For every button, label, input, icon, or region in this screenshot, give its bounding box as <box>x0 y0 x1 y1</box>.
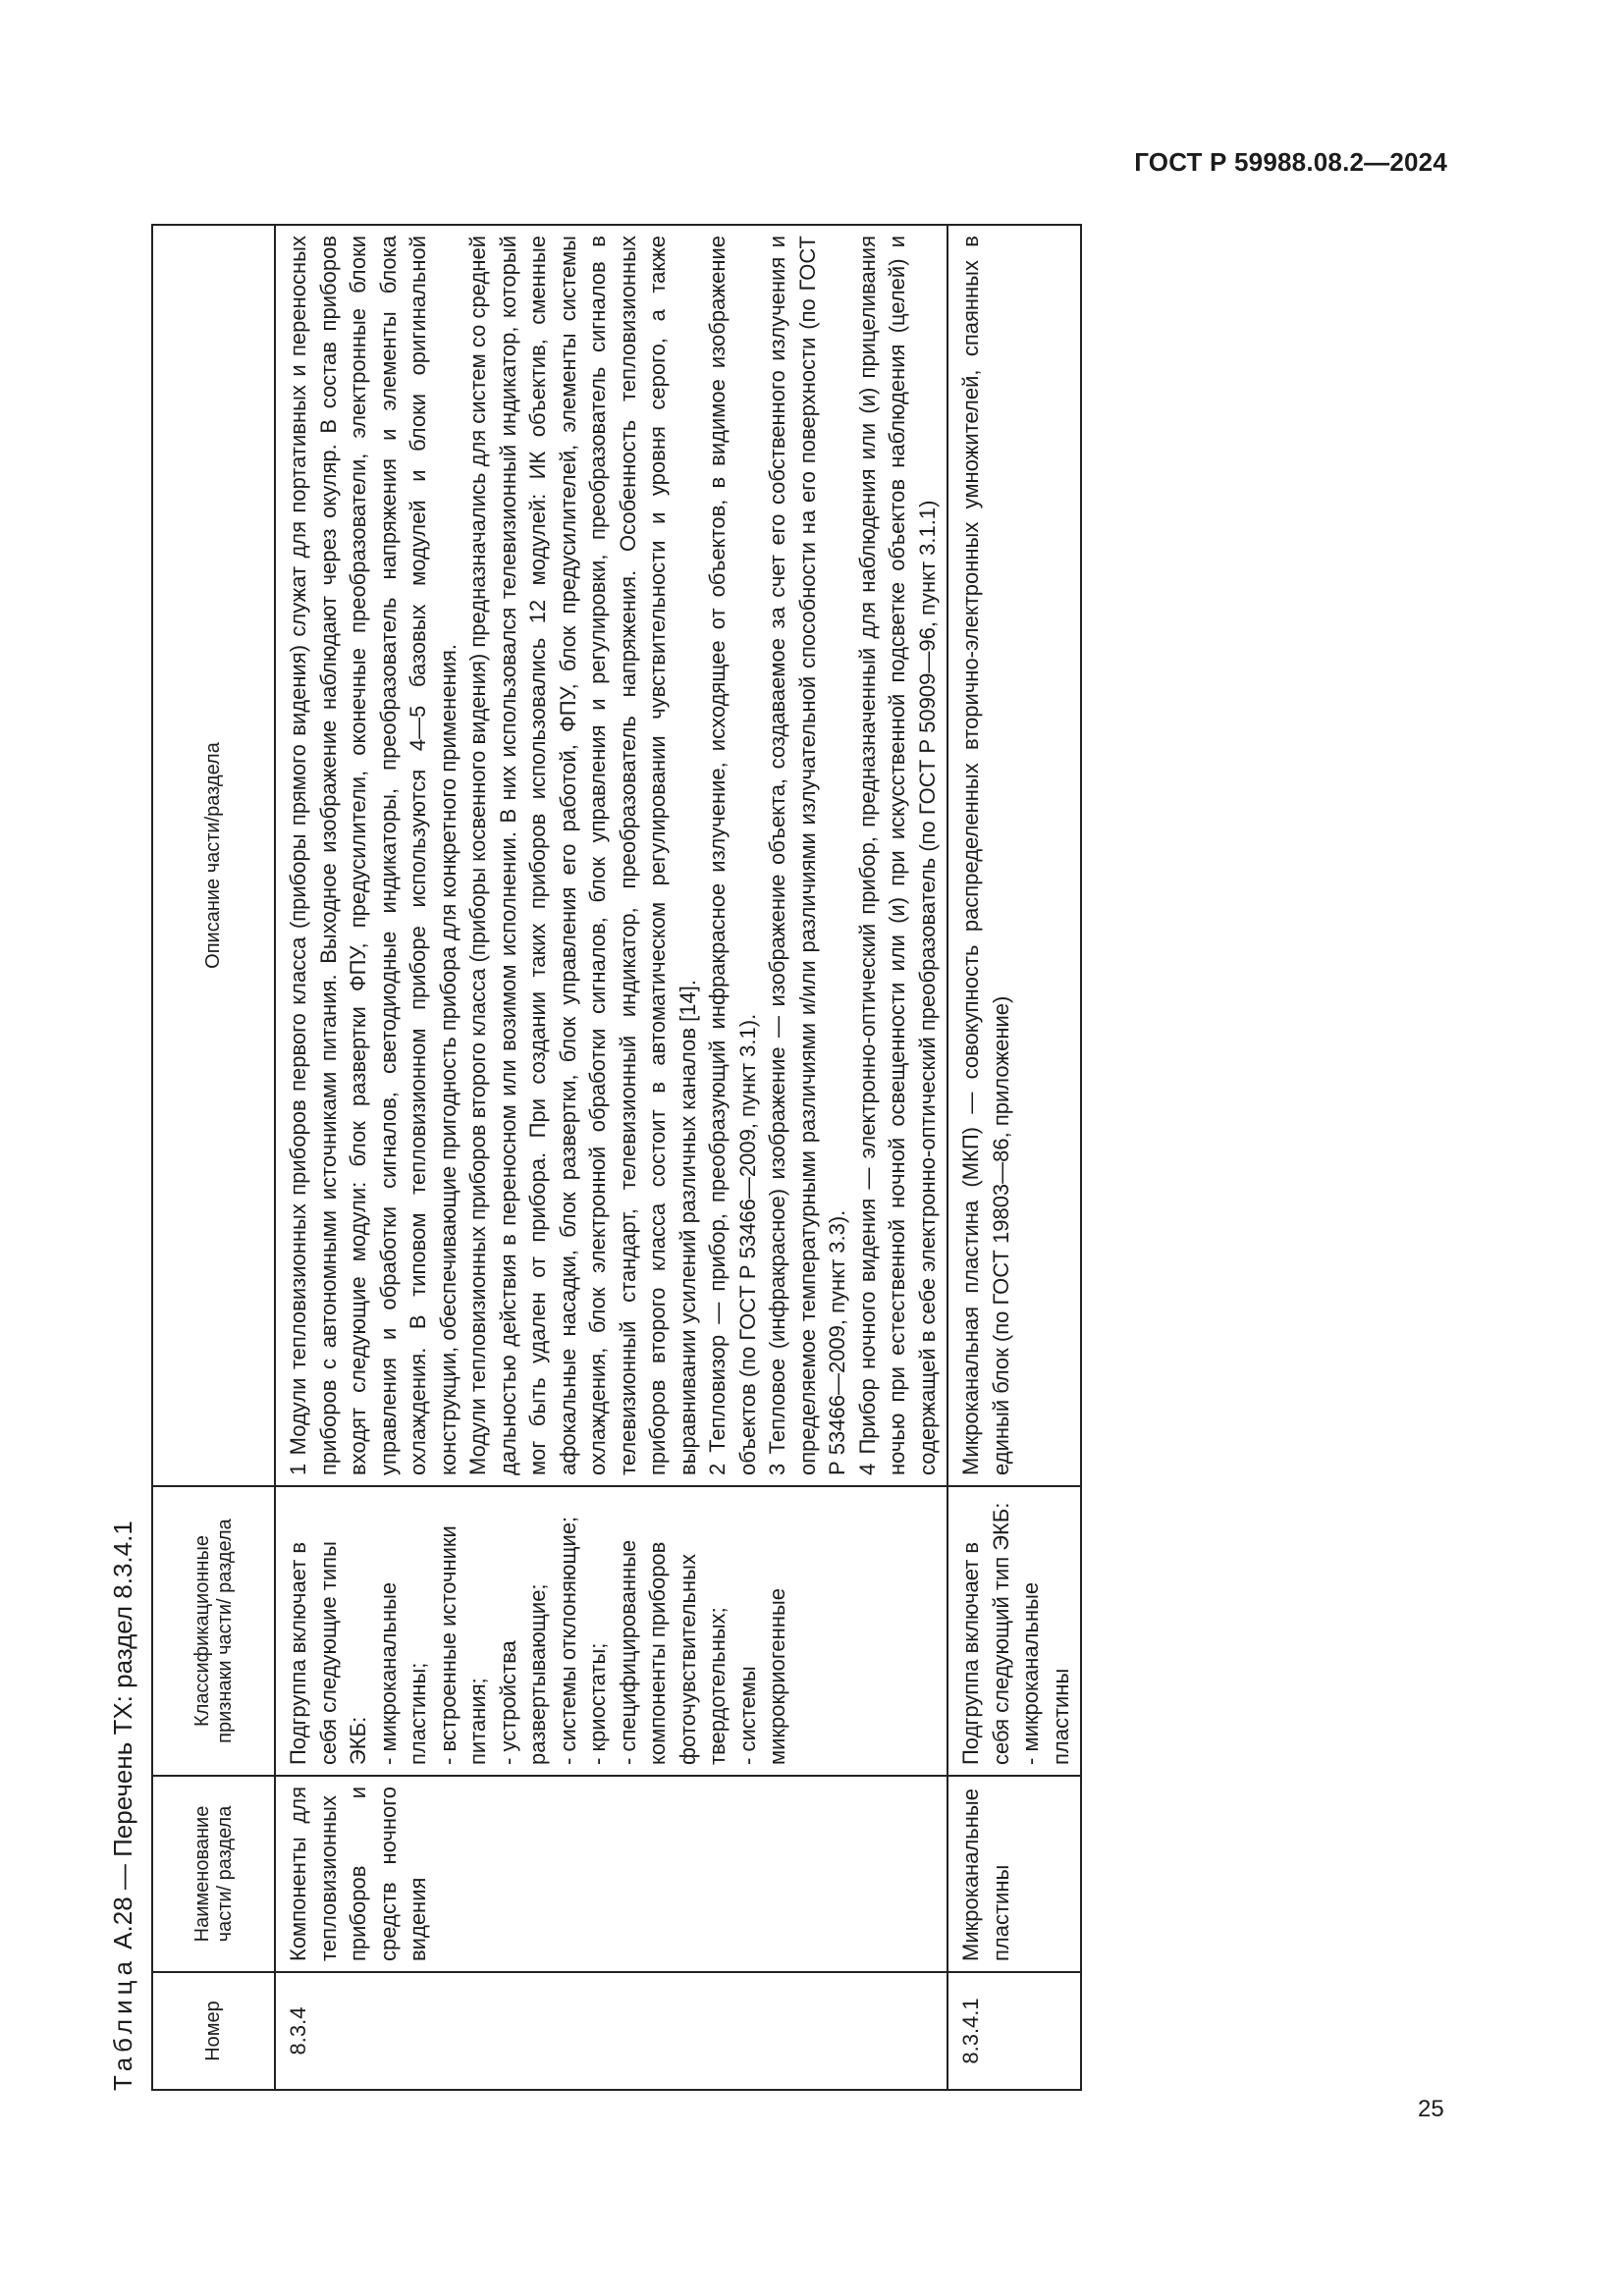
classification-intro: Подгруппа включает в себя следующие типы ЭКБ: <box>286 1541 370 1765</box>
row-classification <box>275 1486 947 1776</box>
column-header-name: Наименование части/ раздела <box>152 1776 275 1972</box>
description-paragraph: 3 Тепловое (инфракрасное) изображение — изображение объекта, создаваемое за счет его собственного излучения и определяемое температурными различиями и/или различиями излучательной способности на его поверхности (по ГОСТ Р 53466—2009, пункт 3.3). <box>765 236 849 1475</box>
classification-item: - микроканальные пластины <box>1018 1581 1073 1765</box>
description-paragraph: 1 Модули тепловизионных приборов первого класса (приборы прямого видения) служат для портативных и переносных приборов с автономными источниками питания. Выходное изображение наблюдают через окуляр. В состав приборов входят следующие модули: блок развертки ФПУ, предусилители, оконечные преобразователи, электронные блоки управления и обработки сигналов, светодиодные индикаторы, преобразователь напряжения и элементы блока охлаждения. В типовом тепловизионном приборе используются 4—5 базовых модулей и блоки оригинальной конструкции, обеспечивающие пригодность прибора для конкретного применения. <box>286 236 460 1475</box>
column-header-classification: Классификационные признаки части/ раздела <box>152 1486 275 1776</box>
row-description <box>947 225 1081 1486</box>
table-row <box>275 225 947 2090</box>
table-caption <box>108 226 151 2091</box>
description-paragraph: Микроканальная пластина (МКП) — совокупность распределенных вторично-электронных умножителей, спаянных в единый блок (по ГОСТ 19803—86, приложение) <box>958 236 1013 1475</box>
row-name: Микроканальные пластины <box>947 1776 1081 1972</box>
table-caption-lead: Таблица <box>108 1956 137 2091</box>
row-number: 8.3.4 <box>275 1972 947 2090</box>
row-name: Компоненты для тепловизионных приборов и средств ночного видения <box>275 1776 947 1972</box>
column-header-description: Описание части/раздела <box>152 225 275 1486</box>
classification-item: - устройства развертывающие; <box>495 1583 550 1765</box>
description-paragraph: Модули тепловизионных приборов второго класса (приборы косвенного видения) предназначались для систем со средней дальностью действия в переносном или возимом исполнении. В них использовался телевизионный индикатор, который мог быть удален от прибора. При создании таких приборов использовались 12 модулей: ИК объектив, сменные афокальные насадки, блок развертки, блок управления его работой, ФПУ, блок предусилителей, элементы системы охлаждения, блок электронной обработки сигналов, блок управления и регулировки, преобразователь сигналов в телевизионный стандарт, телевизионный индикатор, преобразователь напряжения. Особенность тепловизионных приборов второго класса состоит в автоматическом регулировании чувствительности и уровня серого, а также выравнивании усилений различных каналов [14]. <box>465 236 700 1475</box>
row-number: 8.3.4.1 <box>947 1972 1081 2090</box>
table-row <box>947 225 1081 2090</box>
data-table <box>151 224 1082 2091</box>
description-paragraph: 4 Прибор ночного видения — электронно-оптический прибор, предназначенный для наблюдения или (и) прицеливания ночью при естественной ночной освещенности или (и) при искусственной подсветке объектов наблюдения (целей) и содержащей в себе электронно-оптический преобразователь (по ГОСТ Р 50909—96, пункт 3.1.1) <box>854 236 940 1475</box>
standard-code: ГОСТ Р 59988.08.2—2024 <box>1134 147 1447 177</box>
classification-item: - микроканальные пластины; <box>375 1581 430 1765</box>
page-number: 25 <box>1418 2096 1444 2122</box>
classification-item: - криостаты; <box>585 1642 610 1765</box>
classification-item: - специфицированные компоненты приборов фоточувствительных твердотельных; <box>615 1539 730 1765</box>
table-caption-text: А.28 — Перечень ТХ: раздел 8.3.4.1 <box>108 1521 137 1949</box>
classification-item: - системы отклоняющие; <box>555 1516 580 1765</box>
description-paragraph: 2 Тепловизор — прибор, преобразующий инфракрасное излучение, исходящее от объектов, в видимое изображение объектов (по ГОСТ Р 53466—2009, пункт 3.1). <box>705 236 760 1475</box>
table-header-row <box>152 225 275 2090</box>
row-description <box>275 225 947 1486</box>
rotated-table-area <box>108 226 1296 2091</box>
classification-item: - встроенные источники питания; <box>435 1525 490 1765</box>
row-classification <box>947 1486 1081 1776</box>
classification-item: - системы микрокриогенные <box>734 1587 789 1765</box>
classification-intro: Подгруппа включает в себя следующий тип ЭКБ: <box>958 1502 1013 1765</box>
column-header-number: Номер <box>152 1972 275 2090</box>
